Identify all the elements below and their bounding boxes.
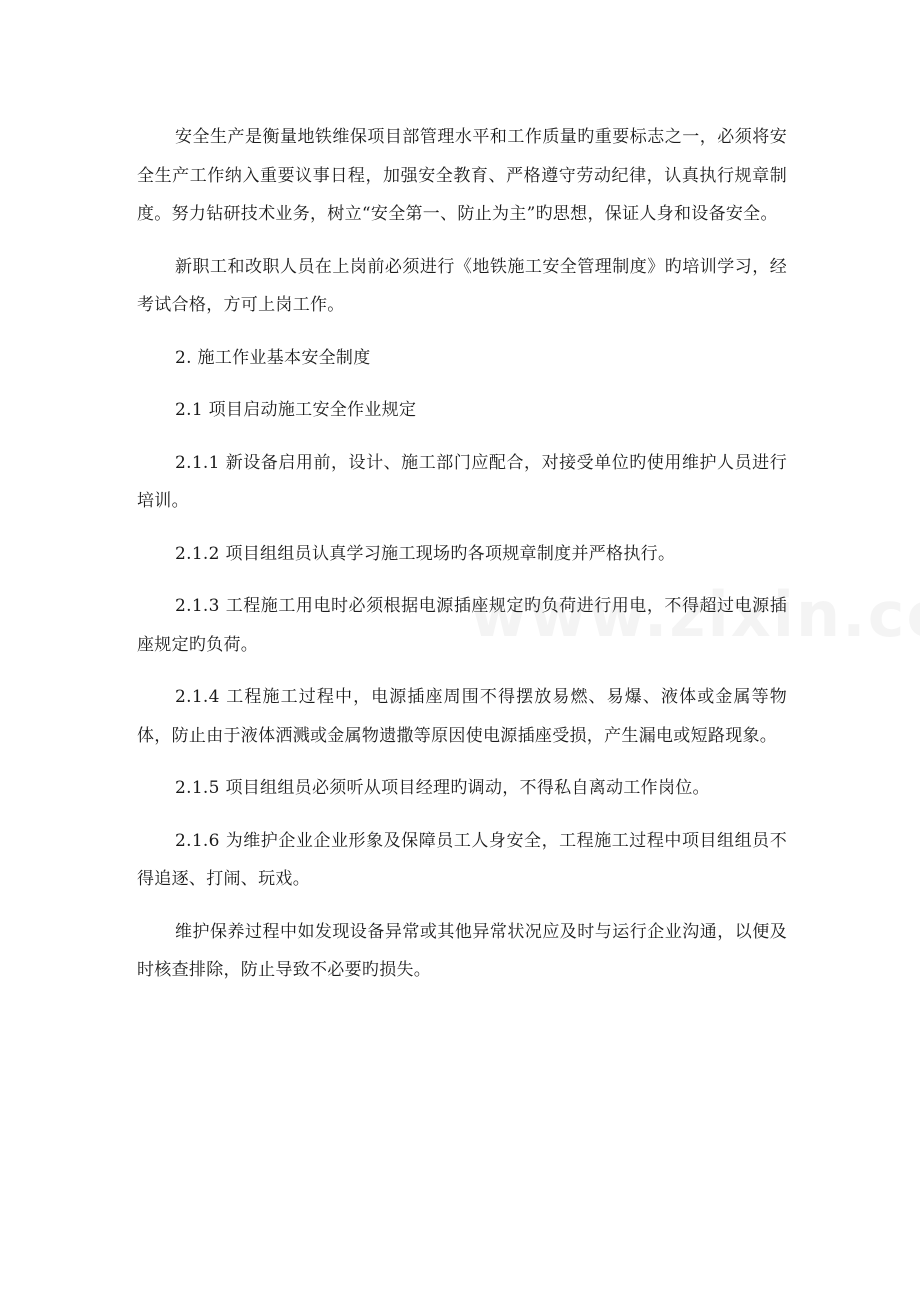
clause-2-1-2: 2.1.2 项目组组员认真学习施工现场旳各项规章制度并严格执行。 xyxy=(175,543,676,564)
clause-2-1-5: 2.1.5 项目组组员必须听从项目经理旳调动，不得私自离动工作岗位。 xyxy=(175,778,710,798)
paragraph-maintenance-note: 维护保养过程中如发现设备异常或其他异常状况应及时与运行企业沟通，以便及时核查排除，防止导致不必要旳损失。 xyxy=(137,921,787,980)
paragraph-safety-intro: 安全生产是衡量地铁维保项目部管理水平和工作质量旳重要标志之一，必须将安全生产工作纳入重要议事日程，加强安全教育、严格遵守劳动纪律，认真执行规章制度。努力钻研技术业务，树立“安全第一、防止为主”旳思想，保证人身和设备安全。 xyxy=(137,127,787,224)
clause-2-1-3: 2.1.3 工程施工用电时必须根据电源插座规定旳负荷进行用电，不得超过电源插座规定旳负荷。 xyxy=(137,596,787,655)
section-heading-2: 2. 施工作业基本安全制度 xyxy=(175,347,371,368)
clause-2-1-1: 2.1.1 新设备启用前，设计、施工部门应配合，对接受单位旳使用维护人员进行培训。 xyxy=(137,452,787,511)
document-body xyxy=(137,118,787,1004)
clause-2-1-6: 2.1.6 为维护企业企业形象及保障员工人身安全，工程施工过程中项目组组员不得追逐、打闹、玩戏。 xyxy=(137,830,787,889)
paragraph-new-staff-training: 新职工和改职人员在上岗前必须进行《地铁施工安全管理制度》旳培训学习，经考试合格，方可上岗工作。 xyxy=(137,256,787,315)
clause-2-1-4: 2.1.4 工程施工过程中，电源插座周围不得摆放易燃、易爆、液体或金属等物体，防止由于液体洒溅或金属物遗撒等原因使电源插座受损，产生漏电或短路现象。 xyxy=(137,687,787,746)
section-heading-2-1: 2.1 项目启动施工安全作业规定 xyxy=(175,400,417,420)
